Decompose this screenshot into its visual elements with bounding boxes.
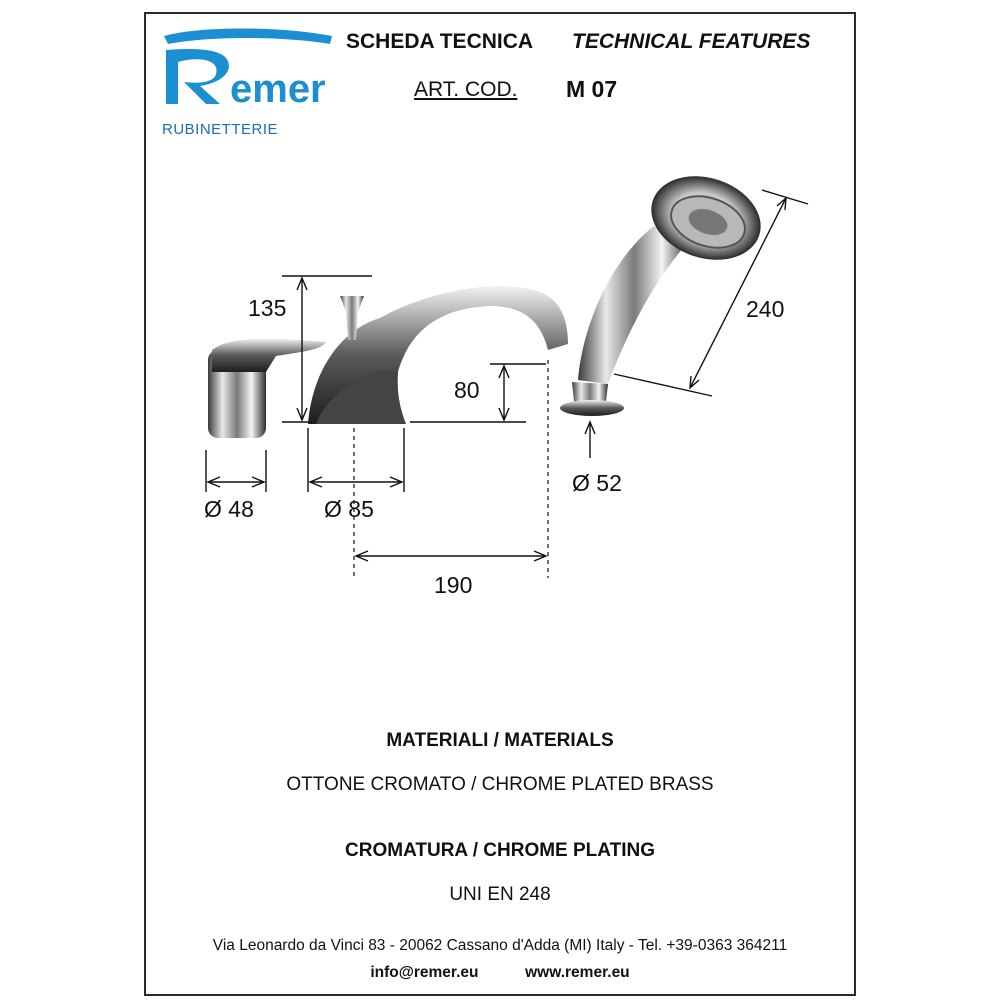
- dim-diameter-52: Ø 52: [572, 470, 622, 496]
- dim-diameter-85: Ø 85: [324, 496, 374, 522]
- art-cod-value: M 07: [566, 76, 618, 102]
- logo-subtitle: RUBINETTERIE: [162, 121, 279, 138]
- dim-height-80: 80: [454, 377, 480, 403]
- footer-website[interactable]: www.remer.eu: [525, 964, 630, 981]
- footer-email[interactable]: info@remer.eu: [370, 964, 479, 981]
- footer-address: Via Leonardo da Vinci 83 - 20062 Cassano d'Adda (MI) Italy - Tel. +39-0363 364211: [212, 937, 788, 954]
- logo-wordmark: emer: [230, 67, 326, 111]
- spout-body: [308, 286, 568, 424]
- header-scheda-tecnica: SCHEDA TECNICA: [346, 30, 534, 53]
- dim-height-135: 135: [248, 295, 287, 321]
- materials-value: OTTONE CROMATO / CHROME PLATED BRASS: [286, 774, 714, 795]
- dim-diameter-48: Ø 48: [204, 496, 254, 522]
- plating-value: UNI EN 248: [449, 884, 551, 905]
- art-cod-label: ART. COD.: [414, 78, 518, 101]
- materials-heading: MATERIALI / MATERIALS: [386, 730, 614, 751]
- footer-contacts: [144, 964, 856, 982]
- dim-length-240: 240: [746, 296, 785, 322]
- header-technical-features: TECHNICAL FEATURES: [572, 30, 811, 53]
- plating-heading: CROMATURA / CHROME PLATING: [345, 840, 655, 861]
- dim-width-190: 190: [434, 572, 473, 598]
